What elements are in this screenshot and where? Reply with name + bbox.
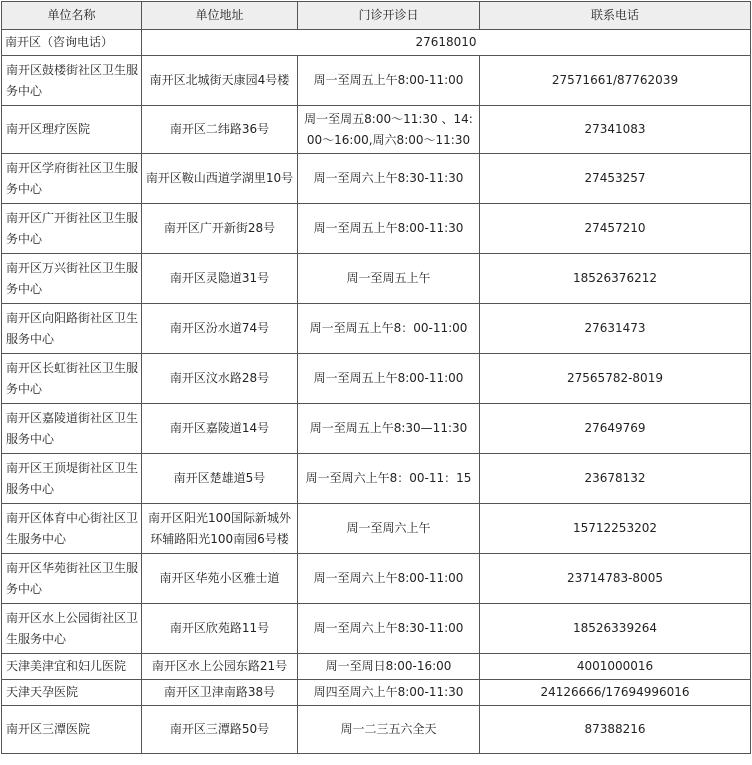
contact-phone: 27565782-8019 — [480, 354, 751, 404]
unit-name: 南开区华苑街社区卫生服务中心 — [2, 554, 142, 604]
unit-name: 南开区学府街社区卫生服务中心 — [2, 154, 142, 204]
contact-phone: 27341083 — [480, 106, 751, 154]
clinic-hours: 周一至周六上午8:30-11:00 — [298, 604, 480, 654]
clinic-hours: 周一至周六上午8:30-11:30 — [298, 154, 480, 204]
clinic-hours: 周一至周五上午8:00-11:00 — [298, 354, 480, 404]
unit-address: 南开区阳光100国际新城外环辅路阳光100南园6号楼 — [142, 504, 298, 554]
table-row — [2, 404, 751, 454]
table-row — [2, 504, 751, 554]
contact-phone: 18526376212 — [480, 254, 751, 304]
unit-name: 南开区王顶堤街社区卫生服务中心 — [2, 454, 142, 504]
table-row — [2, 304, 751, 354]
header-hours: 门诊开诊日 — [298, 2, 480, 30]
unit-address: 南开区北城街天康园4号楼 — [142, 56, 298, 106]
header-address: 单位地址 — [142, 2, 298, 30]
consult-label: 南开区（咨询电话） — [2, 30, 142, 56]
unit-name: 天津美津宜和妇儿医院 — [2, 654, 142, 680]
clinic-hours: 周一至周五8:00～11:30 、14:00～16:00,周六8:00～11:30 — [298, 106, 480, 154]
unit-name: 天津天孕医院 — [2, 680, 142, 706]
clinic-hours: 周一二三五六全天 — [298, 706, 480, 754]
clinic-hours: 周一至周五上午8:00-11:00 — [298, 56, 480, 106]
unit-address: 南开区欣苑路11号 — [142, 604, 298, 654]
clinic-hours: 周四至周六上午8:00-11:30 — [298, 680, 480, 706]
contact-phone: 23678132 — [480, 454, 751, 504]
unit-address: 南开区水上公园东路21号 — [142, 654, 298, 680]
clinic-hours: 周一至周五上午8:30—11:30 — [298, 404, 480, 454]
table-row — [2, 680, 751, 706]
contact-phone: 27649769 — [480, 404, 751, 454]
consult-row — [2, 30, 751, 56]
unit-address: 南开区嘉陵道14号 — [142, 404, 298, 454]
clinic-hours: 周一至周日8:00-16:00 — [298, 654, 480, 680]
table-row — [2, 254, 751, 304]
contact-phone: 15712253202 — [480, 504, 751, 554]
header-name: 单位名称 — [2, 2, 142, 30]
unit-name: 南开区嘉陵道街社区卫生服务中心 — [2, 404, 142, 454]
contact-phone: 87388216 — [480, 706, 751, 754]
unit-address: 南开区楚雄道5号 — [142, 454, 298, 504]
unit-name: 南开区广开街社区卫生服务中心 — [2, 204, 142, 254]
contact-phone: 27571661/87762039 — [480, 56, 751, 106]
table-row — [2, 654, 751, 680]
table-row — [2, 706, 751, 754]
unit-name: 南开区向阳路街社区卫生服务中心 — [2, 304, 142, 354]
table-row — [2, 604, 751, 654]
clinic-hours: 周一至周五上午 — [298, 254, 480, 304]
unit-name: 南开区三潭医院 — [2, 706, 142, 754]
table-row — [2, 554, 751, 604]
clinic-table — [1, 1, 751, 754]
unit-address: 南开区汾水道74号 — [142, 304, 298, 354]
contact-phone: 27457210 — [480, 204, 751, 254]
clinic-hours: 周一至周六上午8：00-11：15 — [298, 454, 480, 504]
clinic-hours: 周一至周五上午8:00-11:30 — [298, 204, 480, 254]
unit-name: 南开区万兴街社区卫生服务中心 — [2, 254, 142, 304]
unit-address: 南开区二纬路36号 — [142, 106, 298, 154]
contact-phone: 24126666/17694996016 — [480, 680, 751, 706]
table-row — [2, 354, 751, 404]
unit-address: 南开区灵隐道31号 — [142, 254, 298, 304]
unit-address: 南开区汶水路28号 — [142, 354, 298, 404]
unit-name: 南开区鼓楼街社区卫生服务中心 — [2, 56, 142, 106]
contact-phone: 18526339264 — [480, 604, 751, 654]
unit-name: 南开区体育中心街社区卫生服务中心 — [2, 504, 142, 554]
header-phone: 联系电话 — [480, 2, 751, 30]
unit-address: 南开区卫津南路38号 — [142, 680, 298, 706]
contact-phone: 27453257 — [480, 154, 751, 204]
unit-address: 南开区广开新街28号 — [142, 204, 298, 254]
table-row — [2, 106, 751, 154]
unit-address: 南开区华苑小区雅士道 — [142, 554, 298, 604]
clinic-hours: 周一至周六上午 — [298, 504, 480, 554]
clinic-hours: 周一至周五上午8：00-11:00 — [298, 304, 480, 354]
unit-name: 南开区理疗医院 — [2, 106, 142, 154]
clinic-hours: 周一至周六上午8:00-11:00 — [298, 554, 480, 604]
unit-name: 南开区长虹街社区卫生服务中心 — [2, 354, 142, 404]
consult-phone: 27618010 — [142, 30, 751, 56]
unit-name: 南开区水上公园街社区卫生服务中心 — [2, 604, 142, 654]
contact-phone: 23714783-8005 — [480, 554, 751, 604]
contact-phone: 4001000016 — [480, 654, 751, 680]
table-row — [2, 204, 751, 254]
table-row — [2, 56, 751, 106]
table-row — [2, 454, 751, 504]
contact-phone: 27631473 — [480, 304, 751, 354]
header-row — [2, 2, 751, 30]
table-row — [2, 154, 751, 204]
unit-address: 南开区鞍山西道学湖里10号 — [142, 154, 298, 204]
unit-address: 南开区三潭路50号 — [142, 706, 298, 754]
